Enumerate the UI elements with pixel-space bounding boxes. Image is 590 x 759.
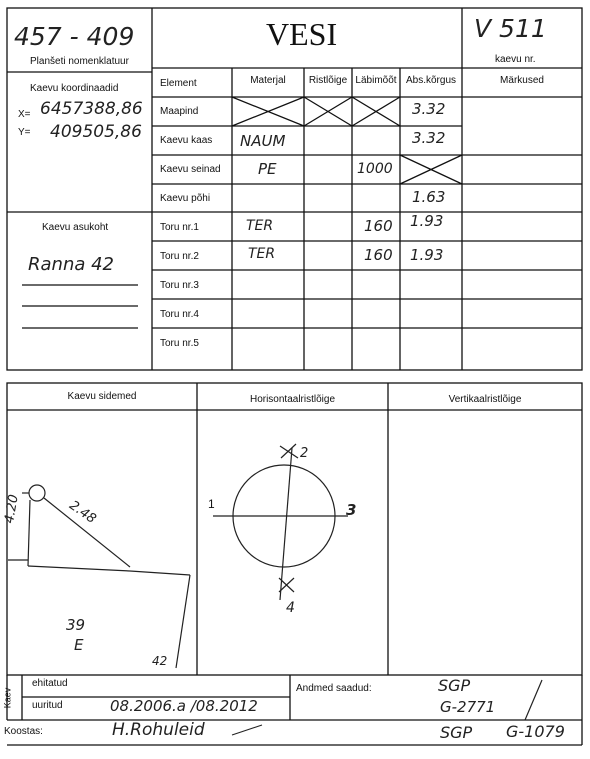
row-element-toru-2: Toru nr.2	[160, 251, 199, 262]
row-abs-kaevu-pohi: 1.63	[412, 188, 446, 206]
col-element: Element	[160, 78, 197, 89]
row-material-kaevu-kaas: NAUM	[240, 132, 286, 150]
pipe-label-3: 3	[346, 501, 357, 519]
y-value: 409505,86	[50, 122, 142, 142]
x-label: X=	[18, 109, 31, 120]
row-element-toru-1: Toru nr.1	[160, 222, 199, 233]
sketch-dim-top: 2.48	[66, 498, 99, 527]
nomenclature-label: Planšeti nomenklatuur	[30, 56, 129, 67]
sketch-corner-number: 42	[152, 654, 168, 668]
row-element-kaevu-seinad: Kaevu seinad	[160, 164, 221, 175]
sketch-dim-left: 4.20	[2, 493, 22, 525]
vertical-section-label: Vertikaalristlõige	[448, 394, 522, 405]
coordinates-label: Kaevu koordinaadid	[30, 83, 119, 94]
row-abs-toru-1: 1.93	[410, 212, 444, 230]
compiled-name: H.Rohuleid	[112, 720, 205, 740]
row-element-maapind: Maapind	[160, 106, 199, 117]
footer-side-label: Kaev	[2, 687, 13, 709]
horizontal-section-label: Horisontaalristlõige	[249, 394, 336, 405]
col-cross-section: Ristlõige	[308, 75, 348, 86]
row-element-kaevu-pohi: Kaevu põhi	[160, 193, 211, 204]
y-label: Y=	[18, 127, 31, 138]
location-label: Kaevu asukoht	[42, 222, 109, 233]
pipe-label-2: 2	[300, 446, 309, 461]
col-remarks: Märkused	[500, 75, 544, 86]
row-abs-maapind: 3.32	[412, 100, 446, 118]
sketch-parcel-letter: E	[74, 636, 84, 654]
data-source-value-1: SGP	[438, 676, 471, 695]
col-diameter: Läbimõõt	[355, 75, 397, 86]
location-value: Ranna 42	[28, 254, 115, 275]
compiled-ref-2: G-1079	[506, 722, 565, 741]
row-abs-kaevu-kaas: 3.32	[412, 129, 446, 147]
pipe-label-4: 4	[286, 600, 295, 616]
col-material: Materjal	[250, 75, 286, 86]
well-number-value: V 511	[474, 14, 547, 43]
row-material-kaevu-seinad: PE	[258, 160, 277, 178]
data-source-value-2: G-2771	[440, 698, 496, 716]
row-abs-toru-2: 1.93	[410, 246, 444, 264]
surveyed-value: 08.2006.a /08.2012	[110, 697, 258, 715]
row-material-toru-1: TER	[246, 218, 274, 234]
sketch-parcel-number: 39	[66, 616, 86, 634]
col-abs-height: Abs.kõrgus	[405, 75, 457, 86]
row-material-toru-2: TER	[248, 246, 276, 262]
row-diameter-toru-2: 160	[364, 246, 393, 264]
row-element-kaevu-kaas: Kaevu kaas	[160, 135, 213, 146]
row-element-toru-4: Toru nr.4	[160, 309, 199, 320]
built-label: ehitatud	[32, 678, 68, 689]
data-source-label: Andmed saadud:	[296, 683, 372, 694]
nomenclature-value: 457 - 409	[14, 22, 135, 51]
compiled-ref-1: SGP	[440, 723, 473, 742]
row-element-toru-3: Toru nr.3	[160, 280, 199, 291]
surveyed-label: uuritud	[32, 700, 63, 711]
compiled-label: Koostas:	[4, 726, 43, 737]
row-diameter-kaevu-seinad: 1000	[357, 161, 393, 177]
form-title: VESI	[266, 16, 338, 52]
row-element-toru-5: Toru nr.5	[160, 338, 199, 349]
row-diameter-toru-1: 160	[364, 217, 393, 235]
x-value: 6457388,86	[40, 99, 143, 119]
well-number-label: kaevu nr.	[495, 54, 536, 65]
connections-label: Kaevu sidemed	[67, 391, 137, 402]
pipe-label-1: 1	[208, 497, 215, 511]
